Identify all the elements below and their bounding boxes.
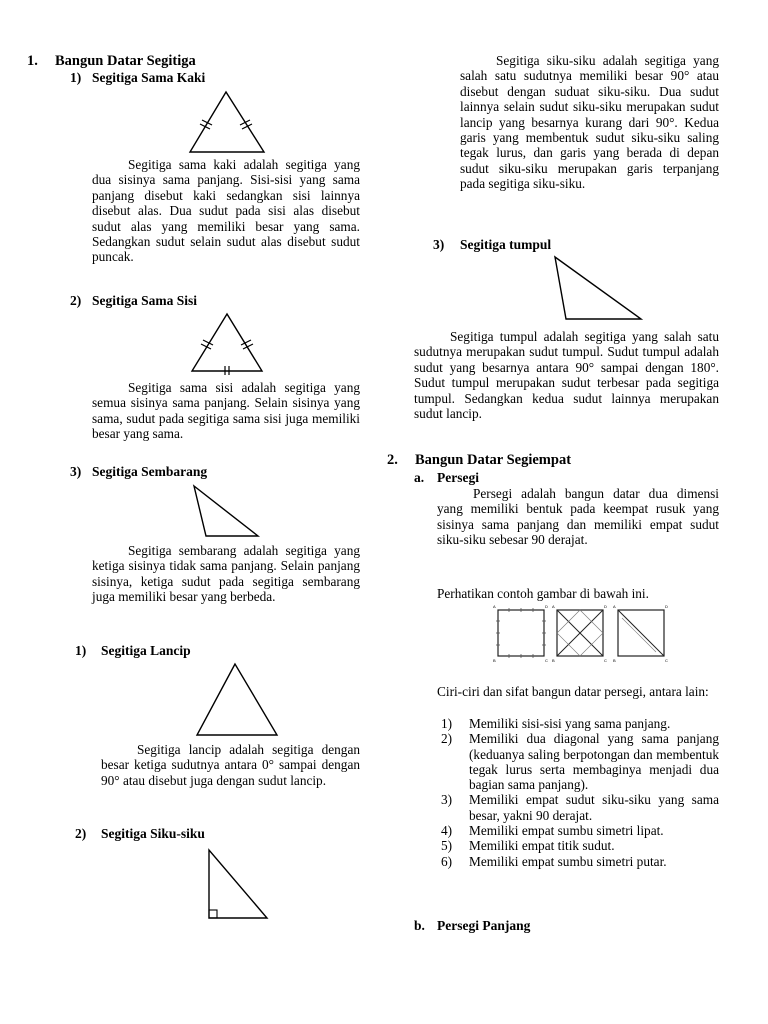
heading-title: Segitiga Lancip: [101, 643, 191, 658]
heading-number: 1): [70, 70, 82, 85]
vertex-label-b: B: [493, 658, 496, 663]
equilateral-triangle-figure: [190, 312, 266, 374]
vertex-label-c: C: [665, 658, 668, 663]
paragraph-sama-kaki: Segitiga sama kaki adalah segitiga yang dua sisinya sama panjang. Sisi-sisi yang sama panjang disebut kaki sedangkan sisi lainnya disebut alas. Dua sudut pada sisi alas disebut sudut alas yang memiliki besar yang sama. Sedangkan sudut selain sudut alas disebut sudut puncak.: [92, 157, 360, 265]
acute-triangle-figure: [195, 662, 279, 738]
ciri-text: Memiliki empat sumbu simetri putar.: [469, 853, 667, 869]
heading-number: a.: [414, 470, 425, 485]
ciri-number: 3): [441, 792, 453, 808]
heading-number: b.: [414, 918, 425, 933]
paragraph-sembarang: Segitiga sembarang adalah segitiga yang ketiga sisinya tidak sama panjang. Selain panjang sisinya, ketiga sudut pada segitiga sembarang juga memiliki besar yang berbeda.: [92, 543, 360, 605]
heading-sama-sisi: [70, 293, 197, 309]
section-2-heading: [387, 452, 571, 469]
heading-number: 3): [433, 237, 445, 252]
heading-sama-kaki: [70, 70, 205, 86]
ciri-list-item: [437, 731, 719, 792]
square-sides-figure: [492, 604, 552, 664]
vertex-label-c: C: [545, 658, 548, 663]
vertex-label-c: C: [604, 658, 607, 663]
ciri-number: 6): [441, 853, 453, 869]
paragraph-persegi: Persegi adalah bangun datar dua dimensi yang memiliki bentuk pada keempat rusuk yang sisinya sama panjang dan memiliki empat sudut siku-siku sebesar 90 derajat.: [437, 486, 719, 548]
heading-title: Persegi: [437, 470, 479, 485]
ciri-text: Memiliki empat sumbu simetri lipat.: [469, 823, 664, 839]
vertex-label-a: A: [552, 604, 555, 609]
ciri-list-item: [437, 716, 719, 731]
section-1-number: 1.: [27, 53, 38, 69]
section-2-title: Bangun Datar Segiempat: [415, 452, 572, 468]
heading-number: 3): [70, 464, 82, 479]
isosceles-triangle-figure: [188, 90, 268, 154]
heading-lancip: [75, 643, 191, 659]
ciri-number: 4): [441, 823, 453, 839]
paragraph-lancip: Segitiga lancip adalah segitiga dengan besar ketiga sudutnya antara 0° sampai dengan 90° atau disebut juga dengan sudut lancip.: [101, 742, 360, 788]
heading-title: Segitiga Sembarang: [92, 464, 208, 479]
vertex-label-d: D: [604, 604, 607, 609]
heading-tumpul: [433, 237, 551, 253]
ciri-list-item: [437, 792, 719, 823]
paragraph-siku-siku: Segitiga siku-siku adalah segitiga yang salah satu sudutnya memiliki besar 90° atau disebut dengan suduat siku-siku. Dua sudut lainnya selain sudut siku-siku merupakan sudut lancip yang besarnya kurang dari 90°. Kedua garis yang membentuk sudut siku-siku saling tegak lurus, dan garis yang berada di depan sudut siku-siku merupakan garis terpanjang pada segitiga siku-siku.: [460, 53, 719, 192]
ciri-text: Memiliki empat titik sudut.: [469, 838, 615, 854]
heading-sembarang: [70, 464, 207, 480]
heading-siku-siku: [75, 826, 205, 842]
ciri-text: Memiliki empat sudut siku-siku yang sama besar, yakni 90 derajat.: [469, 792, 719, 823]
vertex-label-b: B: [613, 658, 616, 663]
vertex-label-a: A: [493, 604, 496, 609]
paragraph-tumpul: Segitiga tumpul adalah segitiga yang salah satu sudutnya merupakan sudut tumpul. Sudut tumpul adalah sudut yang besarnya antara 90° sampai dengan 180°. Sudut tumpul merupakan sudut terbesar pada segitiga tumpul. Sedangkan kedua sudut lainnya merupakan sudut lancip.: [414, 329, 719, 422]
heading-title: Segitiga tumpul: [460, 237, 552, 252]
vertex-label-a: A: [613, 604, 616, 609]
vertex-label-d: D: [545, 604, 548, 609]
right-triangle-figure: [207, 848, 269, 920]
ciri-text: Memiliki sisi-sisi yang sama panjang.: [469, 716, 671, 731]
square-diagonals-figure: [551, 604, 611, 664]
ciri-number: 5): [441, 838, 453, 854]
ciri-list-item: [437, 838, 719, 853]
contoh-gambar-text: Perhatikan contoh gambar di bawah ini.: [437, 586, 649, 601]
square-diagonal-figure: [612, 604, 672, 664]
heading-persegi: [414, 470, 479, 486]
heading-title: Segitiga Sama Kaki: [92, 70, 206, 85]
vertex-label-b: B: [552, 658, 555, 663]
ciri-intro-text: Ciri-ciri dan sifat bangun datar persegi, antara lain:: [437, 684, 709, 699]
ciri-number: 2): [441, 731, 453, 747]
heading-number: 2): [75, 826, 87, 841]
heading-title: Persegi Panjang: [437, 918, 531, 933]
obtuse-triangle-figure: [550, 255, 644, 321]
section-1-title: Bangun Datar Segitiga: [55, 53, 196, 69]
heading-number: 1): [75, 643, 87, 658]
ciri-list-item: [437, 854, 719, 869]
paragraph-sama-sisi: Segitiga sama sisi adalah segitiga yang semua sisinya sama panjang. Selain sisinya yang sama, sudut pada segitiga sama sisi juga memiliki besar yang sama.: [92, 380, 360, 442]
ciri-list-item: [437, 823, 719, 838]
ciri-number: 1): [441, 716, 453, 731]
vertex-label-d: D: [665, 604, 668, 609]
heading-number: 2): [70, 293, 82, 308]
heading-persegi-panjang: [414, 918, 530, 934]
section-1-heading: [27, 53, 196, 70]
heading-title: Segitiga Siku-siku: [101, 826, 205, 841]
section-2-number: 2.: [387, 452, 398, 468]
ciri-text: Memiliki dua diagonal yang sama panjang (keduanya saling berpotongan dan membentuk tegak lurus serta membaginya menjadi dua bagian sama panjang).: [469, 731, 719, 793]
scalene-triangle-figure: [192, 484, 262, 539]
heading-title: Segitiga Sama Sisi: [92, 293, 198, 308]
ciri-list: [437, 716, 719, 869]
